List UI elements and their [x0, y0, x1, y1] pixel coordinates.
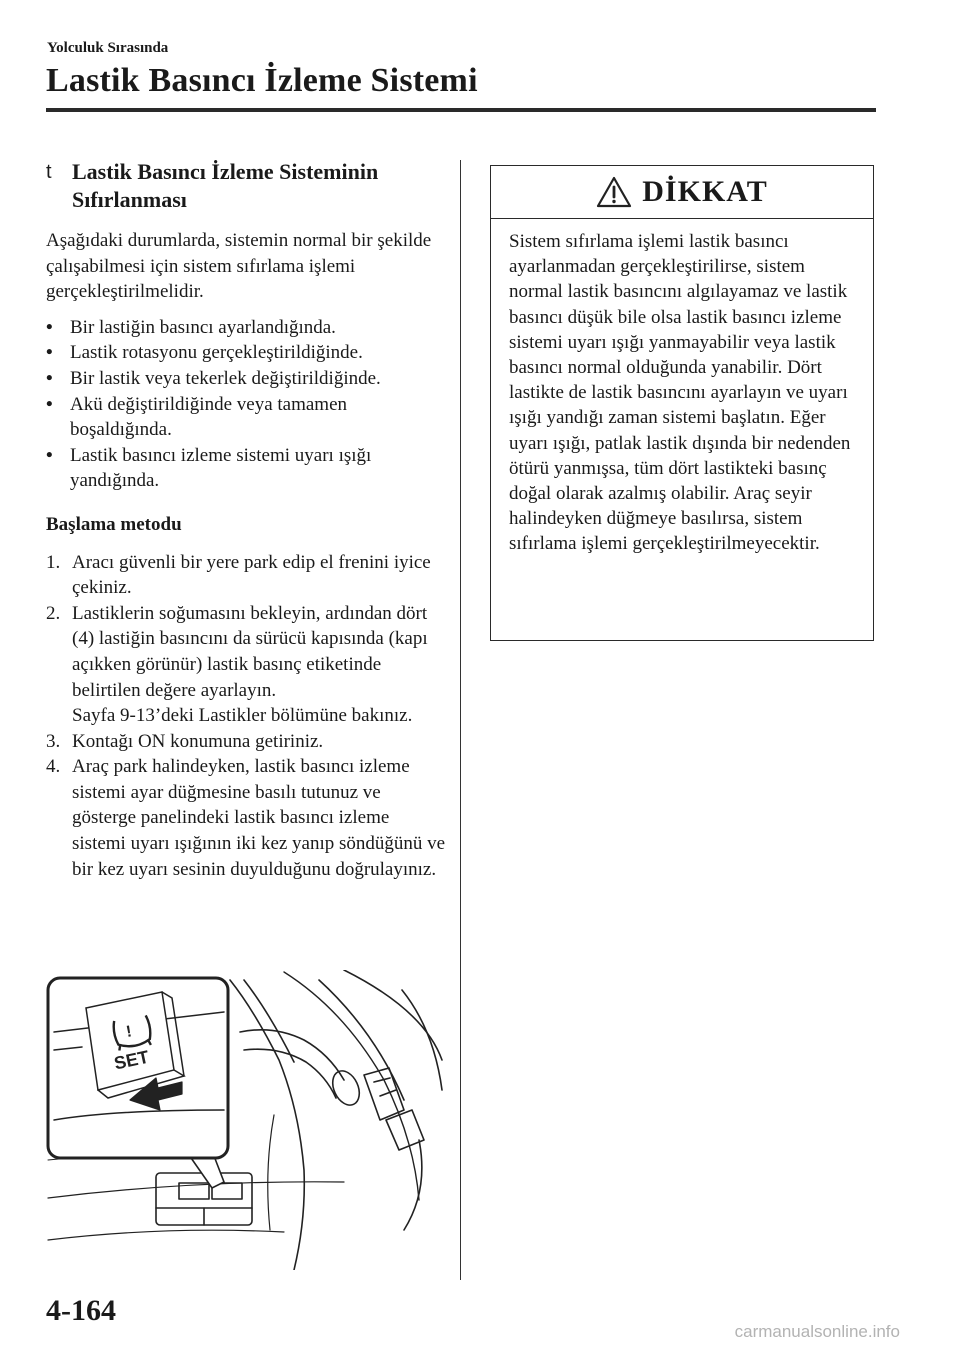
list-item: • Bir lastik veya tekerlek değiştirildiğinde. — [46, 367, 381, 389]
list-item: • Bir lastiğin basıncı ayarlandığında. — [46, 316, 336, 338]
page-number: 4-164 — [46, 1294, 116, 1327]
procedure-steps — [46, 550, 446, 883]
caution-box — [490, 165, 874, 641]
header-rule — [46, 108, 876, 112]
watermark: carmanualsonline.info — [734, 1322, 900, 1341]
step-item: 1. Aracı güvenli bir yere park edip el frenini iyice çekiniz. — [46, 551, 431, 599]
dashboard-drawing — [44, 970, 444, 1270]
section-heading — [46, 158, 446, 214]
heading-text: Lastik Basıncı İzleme Sisteminin Sıfırlanması — [72, 159, 379, 212]
set-button-illustration — [44, 970, 444, 1270]
list-item: • Akü değiştirildiğinde veya tamamen boşaldığında. — [46, 393, 348, 441]
step-item: 3. Kontağı ON konumuna getiriniz. — [46, 730, 324, 752]
tpms-warning-icon: ! — [124, 1023, 134, 1041]
set-label: SET — [112, 1046, 151, 1074]
section-label: Yolculuk Sırasında — [47, 40, 169, 56]
column-divider — [460, 160, 461, 1280]
heading-bullet: t — [46, 161, 52, 183]
caution-text: Sistem sıfırlama işlemi lastik basıncı ayarlanmadan gerçekleştirilirse, sistem normal lastik basıncını algılayamaz ve lastik basıncı düşük bile olsa lastik basıncı izleme sistemi uyarı ışığı yanmayabilir veya lastik basıncı normal olduğunda yanabilir. Dört lastikte de lastik basıncını ayarlayın ve uyarı ışığı yandığı zaman sistemi başlatın. Eğer uyarı ışığı, patlak lastik dışında bir nedenden ötürü yanmışsa, tüm dört lastikteki basınç doğal olarak azalmış olabilir. Araç seyir halindeyken düğmeye basılırsa, sistem sıfırlama işlemi gerçekleştirilmeyecektir. — [509, 231, 851, 555]
page-reference: Sayfa 9-13’deki Lastikler bölümüne bakınız. — [72, 705, 413, 727]
caution-title: DİKKAT — [642, 175, 768, 208]
intro-paragraph: Aşağıdaki durumlarda, sistemin normal bir şekilde çalışabilmesi için sistem sıfırlama işlemi gerçekleştirilmelidir. — [46, 230, 432, 303]
list-item: • Lastik rotasyonu gerçekleştirildiğinde. — [46, 342, 363, 364]
page-title: Lastik Basıncı İzleme Sistemi — [46, 62, 478, 99]
step-item: 2. Lastiklerin soğumasını bekleyin, ardından dört (4) lastiğin basıncını da sürücü kapısında (kapı açıkken görünür) lastik basınç etiketinde belirtilen değere ayarlayın. Sayfa 9-13’deki Lastikler bölümüne bakınız. — [46, 602, 428, 727]
procedure-subheading: Başlama metodu — [46, 513, 182, 535]
warning-triangle-icon — [596, 176, 632, 208]
caution-header — [491, 166, 873, 219]
step-item: 4. Araç park halindeyken, lastik basıncı izleme sistemi ayar düğmesine basılı tutunuz ve gösterge panelindeki lastik basıncı izleme sistemi uyarı ışığının iki kez yanıp söndüğünü ve bir kez uyarı sesinin duyulduğunu doğrulayınız. — [46, 756, 446, 880]
condition-list — [46, 315, 446, 494]
left-column — [46, 158, 446, 882]
list-item: • Lastik basıncı izleme sistemi uyarı ışığı yandığında. — [46, 444, 372, 492]
